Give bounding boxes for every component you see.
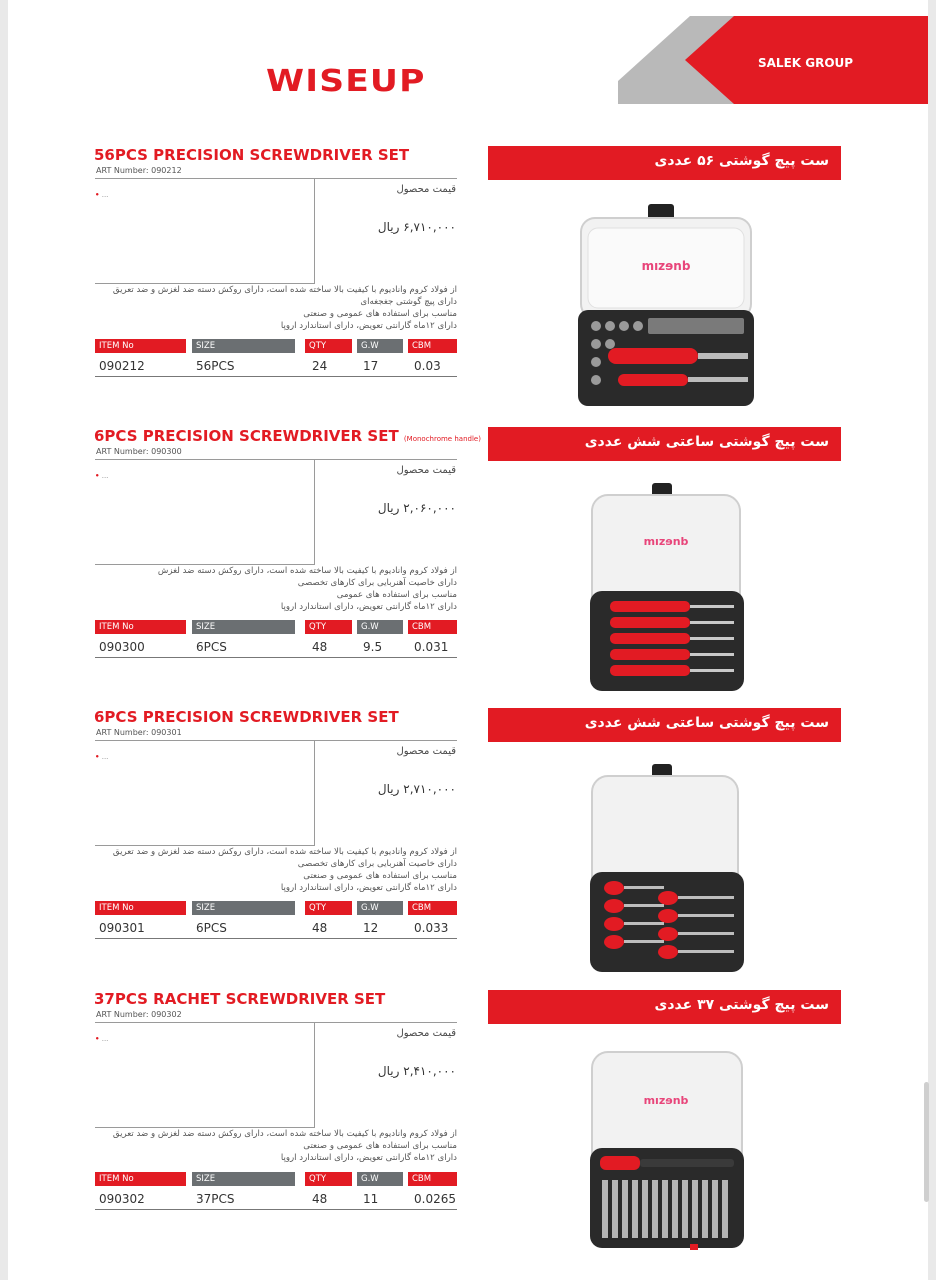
spec-header-size: SIZE	[192, 339, 295, 353]
spec-size: 37PCS	[196, 1192, 235, 1206]
divider	[95, 938, 457, 939]
spec-header-item-no: ITEM No	[95, 901, 186, 915]
spec-header-qty: QTY	[305, 620, 352, 634]
art-number: ART Number: 090301	[96, 728, 182, 737]
spec-header-qty: QTY	[305, 901, 352, 915]
product-section	[8, 427, 928, 707]
spec-gw: 12	[363, 921, 379, 935]
price-label: قیمت محصول	[396, 1028, 456, 1039]
spec-gw: 11	[363, 1192, 379, 1206]
product-title: 6PCS PRECISION SCREWDRIVER SET (Monochrome handle)	[94, 427, 481, 445]
product-image	[586, 1042, 750, 1254]
spec-header-qty: QTY	[305, 339, 352, 353]
persian-title: ست پیچ گوشتی ساعتی شش عددی	[584, 715, 829, 731]
group-name: SALEK GROUP	[758, 56, 854, 70]
divider	[314, 1022, 315, 1127]
spec-cbm: 0.033	[414, 921, 449, 935]
spec-header-gw: G.W	[357, 1172, 403, 1186]
color-dot: • ...	[95, 191, 109, 199]
divider	[95, 1022, 457, 1023]
spec-header-qty: QTY	[305, 1172, 352, 1186]
art-number: ART Number: 090212	[96, 166, 182, 175]
spec-header-gw: G.W	[357, 901, 403, 915]
spec-header-cbm: CBM	[408, 1172, 457, 1186]
product-title: 6PCS PRECISION SCREWDRIVER SET	[94, 708, 399, 726]
product-section	[8, 146, 928, 426]
spec-header-cbm: CBM	[408, 339, 457, 353]
spec-header-gw: G.W	[357, 620, 403, 634]
divider	[95, 740, 457, 741]
color-dot: • ...	[95, 1035, 109, 1043]
catalog-page	[8, 0, 928, 1280]
persian-title-bar	[488, 427, 841, 461]
divider	[95, 376, 457, 377]
product-image	[586, 760, 750, 975]
spec-gw: 17	[363, 359, 379, 373]
divider	[95, 178, 457, 179]
spec-header-gw: G.W	[357, 339, 403, 353]
color-dot: • ...	[95, 472, 109, 480]
spec-cbm: 0.0265	[414, 1192, 456, 1206]
product-image	[578, 198, 758, 408]
spec-cbm: 0.031	[414, 640, 449, 654]
product-image	[586, 479, 750, 694]
price-label: قیمت محصول	[396, 746, 456, 757]
spec-header-cbm: CBM	[408, 901, 457, 915]
spec-qty: 48	[312, 1192, 328, 1206]
spec-qty: 48	[312, 921, 328, 935]
case-logo: mızɘnb	[643, 1094, 689, 1107]
spec-item-no: 090301	[99, 921, 145, 935]
product-section	[8, 990, 928, 1270]
price-label: قیمت محصول	[396, 184, 456, 195]
price: ۲,۰۶۰,۰۰۰ ریال	[377, 501, 456, 515]
persian-title-bar	[488, 990, 841, 1024]
divider	[95, 657, 457, 658]
case-logo: mızɘnb	[643, 535, 689, 548]
persian-title: ست پیچ گوشتی ۵۶ عددی	[654, 153, 829, 169]
divider	[314, 740, 315, 845]
divider	[95, 459, 457, 460]
price-label: قیمت محصول	[396, 465, 456, 476]
price: ۶,۷۱۰,۰۰۰ ریال	[377, 220, 456, 234]
spec-item-no: 090300	[99, 640, 145, 654]
spec-header-size: SIZE	[192, 1172, 295, 1186]
spec-item-no: 090212	[99, 359, 145, 373]
spec-header-item-no: ITEM No	[95, 339, 186, 353]
salek-group-banner	[618, 16, 928, 104]
spec-size: 56PCS	[196, 359, 235, 373]
price: ۲,۴۱۰,۰۰۰ ریال	[377, 1064, 456, 1078]
spec-header-item-no: ITEM No	[95, 620, 186, 634]
divider	[314, 459, 315, 564]
spec-size: 6PCS	[196, 921, 227, 935]
description: از فولاد کروم وانادیوم با کیفیت بالا ساخته شده است، دارای روکش دسته ضد لغزش دارای خاصیت آهنربایی برای کارهای تخصصی مناسب برای استفاده های عمومی دارای ۱۲ماه گارانتی تعویض، دارای استاندارد اروپا	[157, 566, 457, 612]
art-number: ART Number: 090302	[96, 1010, 182, 1019]
persian-title-bar	[488, 708, 841, 742]
divider	[314, 178, 315, 283]
spec-gw: 9.5	[363, 640, 383, 654]
description: از فولاد کروم وانادیوم با کیفیت بالا ساخته شده است، دارای روکش دسته ضد لغزش و ضد تعریق مناسب برای استفاده های عمومی و صنعتی دارای ۱۲ماه گارانتی تعویض، دارای استاندارد اروپا	[112, 1129, 457, 1163]
color-dot: • ...	[95, 753, 109, 761]
persian-title: ست پیچ گوشتی ۳۷ عددی	[654, 997, 829, 1013]
spec-cbm: 0.03	[414, 359, 441, 373]
product-title: 37PCS RACHET SCREWDRIVER SET	[94, 990, 386, 1008]
divider	[95, 1209, 457, 1210]
description: از فولاد کروم وانادیوم با کیفیت بالا ساخته شده است، دارای روکش دسته ضد لغزش و ضد تعریق دارای پیچ گوشتی جغجغه‌ای مناسب برای استفاده های عمومی و صنعتی دارای ۱۲ماه گارانتی تعویض، دارای استاندارد اروپا	[112, 285, 457, 331]
spec-qty: 24	[312, 359, 328, 373]
wiseup-logo: WISEUP	[266, 64, 426, 99]
product-section	[8, 708, 928, 988]
case-logo: mızɘnb	[641, 259, 691, 273]
spec-item-no: 090302	[99, 1192, 145, 1206]
spec-size: 6PCS	[196, 640, 227, 654]
description: از فولاد کروم وانادیوم با کیفیت بالا ساخته شده است، دارای روکش دسته ضد لغزش و ضد تعریق دارای خاصیت آهنربایی برای کارهای تخصصی مناسب برای استفاده های عمومی و صنعتی دارای ۱۲ماه گارانتی تعویض، دارای استاندارد اروپا	[112, 847, 457, 893]
spec-qty: 48	[312, 640, 328, 654]
art-number: ART Number: 090300	[96, 447, 182, 456]
scrollbar[interactable]	[924, 1082, 929, 1202]
price: ۲,۷۱۰,۰۰۰ ریال	[377, 782, 456, 796]
spec-header-size: SIZE	[192, 620, 295, 634]
persian-title-bar	[488, 146, 841, 180]
product-title: 56PCS PRECISION SCREWDRIVER SET	[94, 146, 410, 164]
spec-header-size: SIZE	[192, 901, 295, 915]
spec-header-cbm: CBM	[408, 620, 457, 634]
spec-header-item-no: ITEM No	[95, 1172, 186, 1186]
persian-title: ست پیچ گوشتی ساعتی شش عددی	[584, 434, 829, 450]
